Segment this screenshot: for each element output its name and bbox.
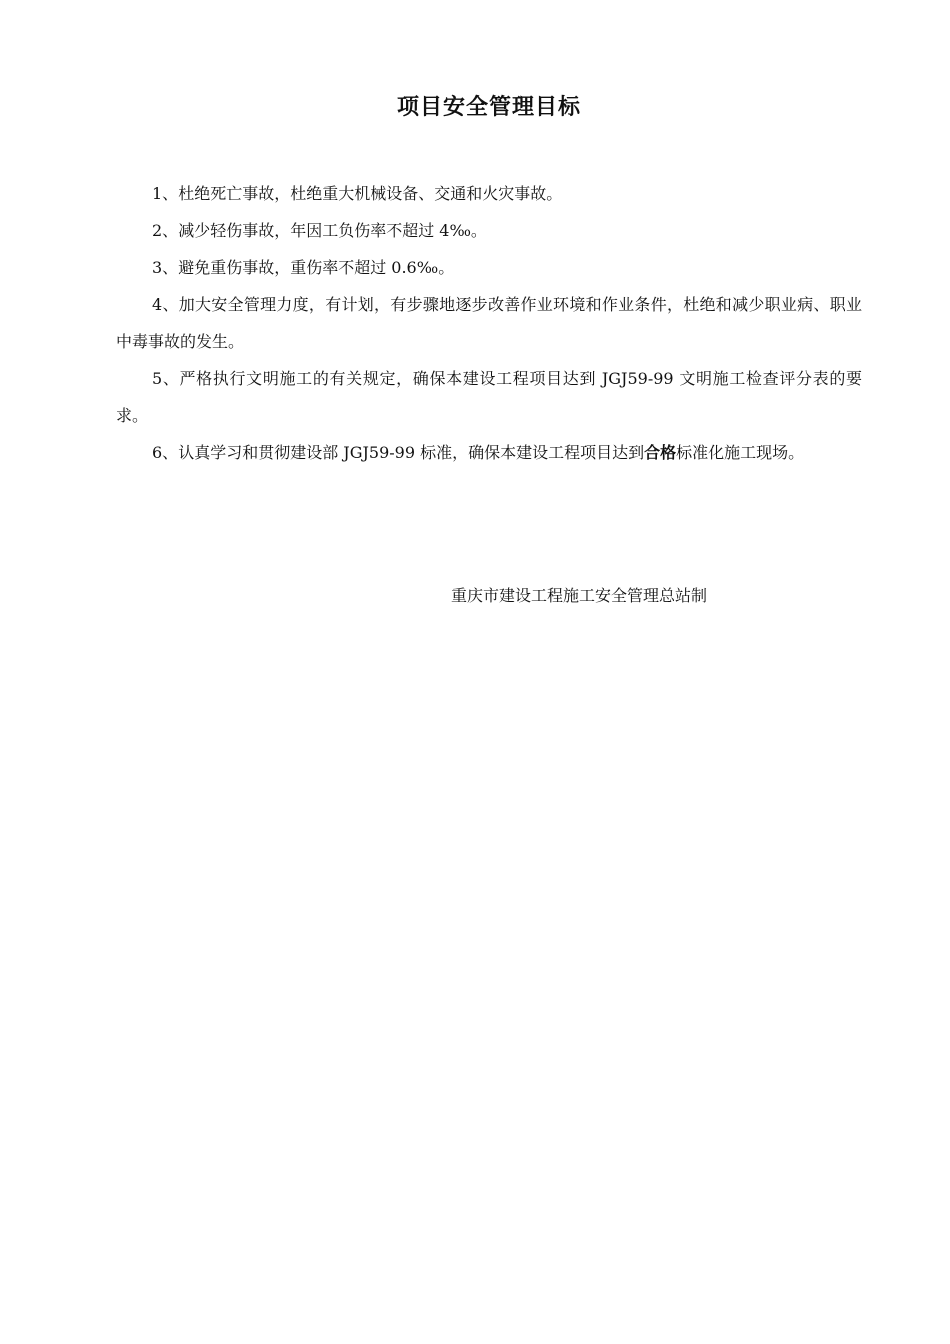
goal-text: 加大安全管理力度，有计划，有步骤地逐步改善作业环境和作业条件，杜绝和减少职业病、职业中毒事故的发生。 — [116, 295, 862, 351]
goal-number: 1、 — [152, 184, 179, 203]
goal-number: 3、 — [152, 258, 179, 277]
goal-emphasis: 合格 — [644, 443, 677, 462]
goal-text: 杜绝死亡事故，杜绝重大机械设备、交通和火灾事故。 — [178, 184, 563, 203]
goal-item-5 — [116, 360, 862, 434]
issuer-signature: 重庆市建设工程施工安全管理总站制 — [451, 586, 708, 605]
goal-number: 6、 — [152, 443, 179, 462]
goal-text: 避免重伤事故，重伤率不超过 0.6‰。 — [178, 258, 455, 277]
goal-item-1 — [116, 175, 862, 212]
goal-item-3 — [116, 249, 862, 286]
goal-number: 5、 — [152, 369, 180, 388]
goal-item-4 — [116, 286, 862, 360]
goal-text: 减少轻伤事故，年因工负伤率不超过 4‰。 — [178, 221, 487, 240]
goal-item-6 — [116, 434, 862, 471]
goal-text: 认真学习和贯彻建设部 JGJ59-99 标准，确保本建设工程项目达到 — [178, 443, 645, 462]
goal-text: 严格执行文明施工的有关规定，确保本建设工程项目达到 JGJ59-99 文明施工检查评分表的要求。 — [116, 369, 862, 425]
goal-number: 2、 — [152, 221, 179, 240]
goal-number: 4、 — [152, 295, 179, 314]
goals-list — [116, 175, 862, 471]
goal-item-2 — [116, 212, 862, 249]
goal-text-end: 标准化施工现场。 — [676, 443, 805, 462]
page-title: 项目安全管理目标 — [396, 95, 581, 120]
